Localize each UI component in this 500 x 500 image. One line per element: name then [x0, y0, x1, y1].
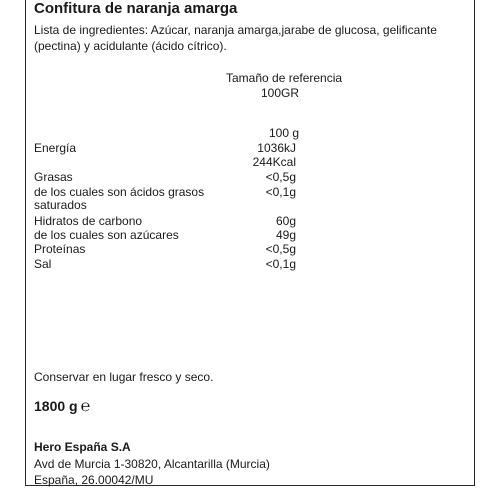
nutrition-row-value: <0,5g	[265, 170, 296, 184]
nutrition-row-name: Hidratos de carbono	[34, 214, 143, 228]
nutrition-row-name: Energía	[34, 141, 77, 155]
manufacturer-name: Hero España S.A	[34, 440, 131, 454]
manufacturer-address: Avd de Murcia 1-30820, Alcantarilla (Murcia)	[34, 457, 270, 471]
nutrition-row-value: 60g	[275, 214, 296, 228]
product-title: Confitura de naranja amarga	[34, 0, 238, 17]
manufacturer-registry: España, 26.00042/MU	[34, 473, 154, 487]
ingredients-list: Lista de ingredientes: Azúcar, naranja amarga,jarabe de glucosa, gelificante (pectina) y acidulante (ácido cítrico).	[34, 23, 437, 53]
estimated-sign-icon: ℮	[80, 398, 91, 415]
nutrition-row-name: saturados	[34, 198, 87, 212]
nutrition-row-name: de los cuales son azúcares	[34, 228, 179, 242]
net-weight-value: 1800 g	[34, 398, 78, 414]
nutrition-row-name: Grasas	[34, 170, 73, 184]
product-label	[25, 0, 475, 486]
storage-instructions: Conservar en lugar fresco y seco.	[34, 370, 214, 384]
nutrition-row-value: <0,1g	[265, 185, 296, 199]
nutrition-row-name: de los cuales son ácidos grasos	[34, 185, 205, 199]
net-weight	[34, 398, 90, 416]
reference-size-value: 100GR	[261, 86, 300, 100]
nutrition-row-value: 1036kJ	[257, 141, 296, 155]
nutrition-row-name: Sal	[34, 257, 52, 271]
nutrition-row-name: Proteínas	[34, 242, 86, 256]
reference-size-label: Tamaño de referencia	[226, 71, 343, 85]
nutrition-row-value: 49g	[275, 228, 296, 242]
nutrition-row-value: <0,5g	[265, 242, 296, 256]
nutrition-row-value: <0,1g	[265, 257, 296, 271]
nutrition-row-value: 244Kcal	[252, 155, 296, 169]
nutrition-column-header: 100 g	[269, 126, 300, 140]
